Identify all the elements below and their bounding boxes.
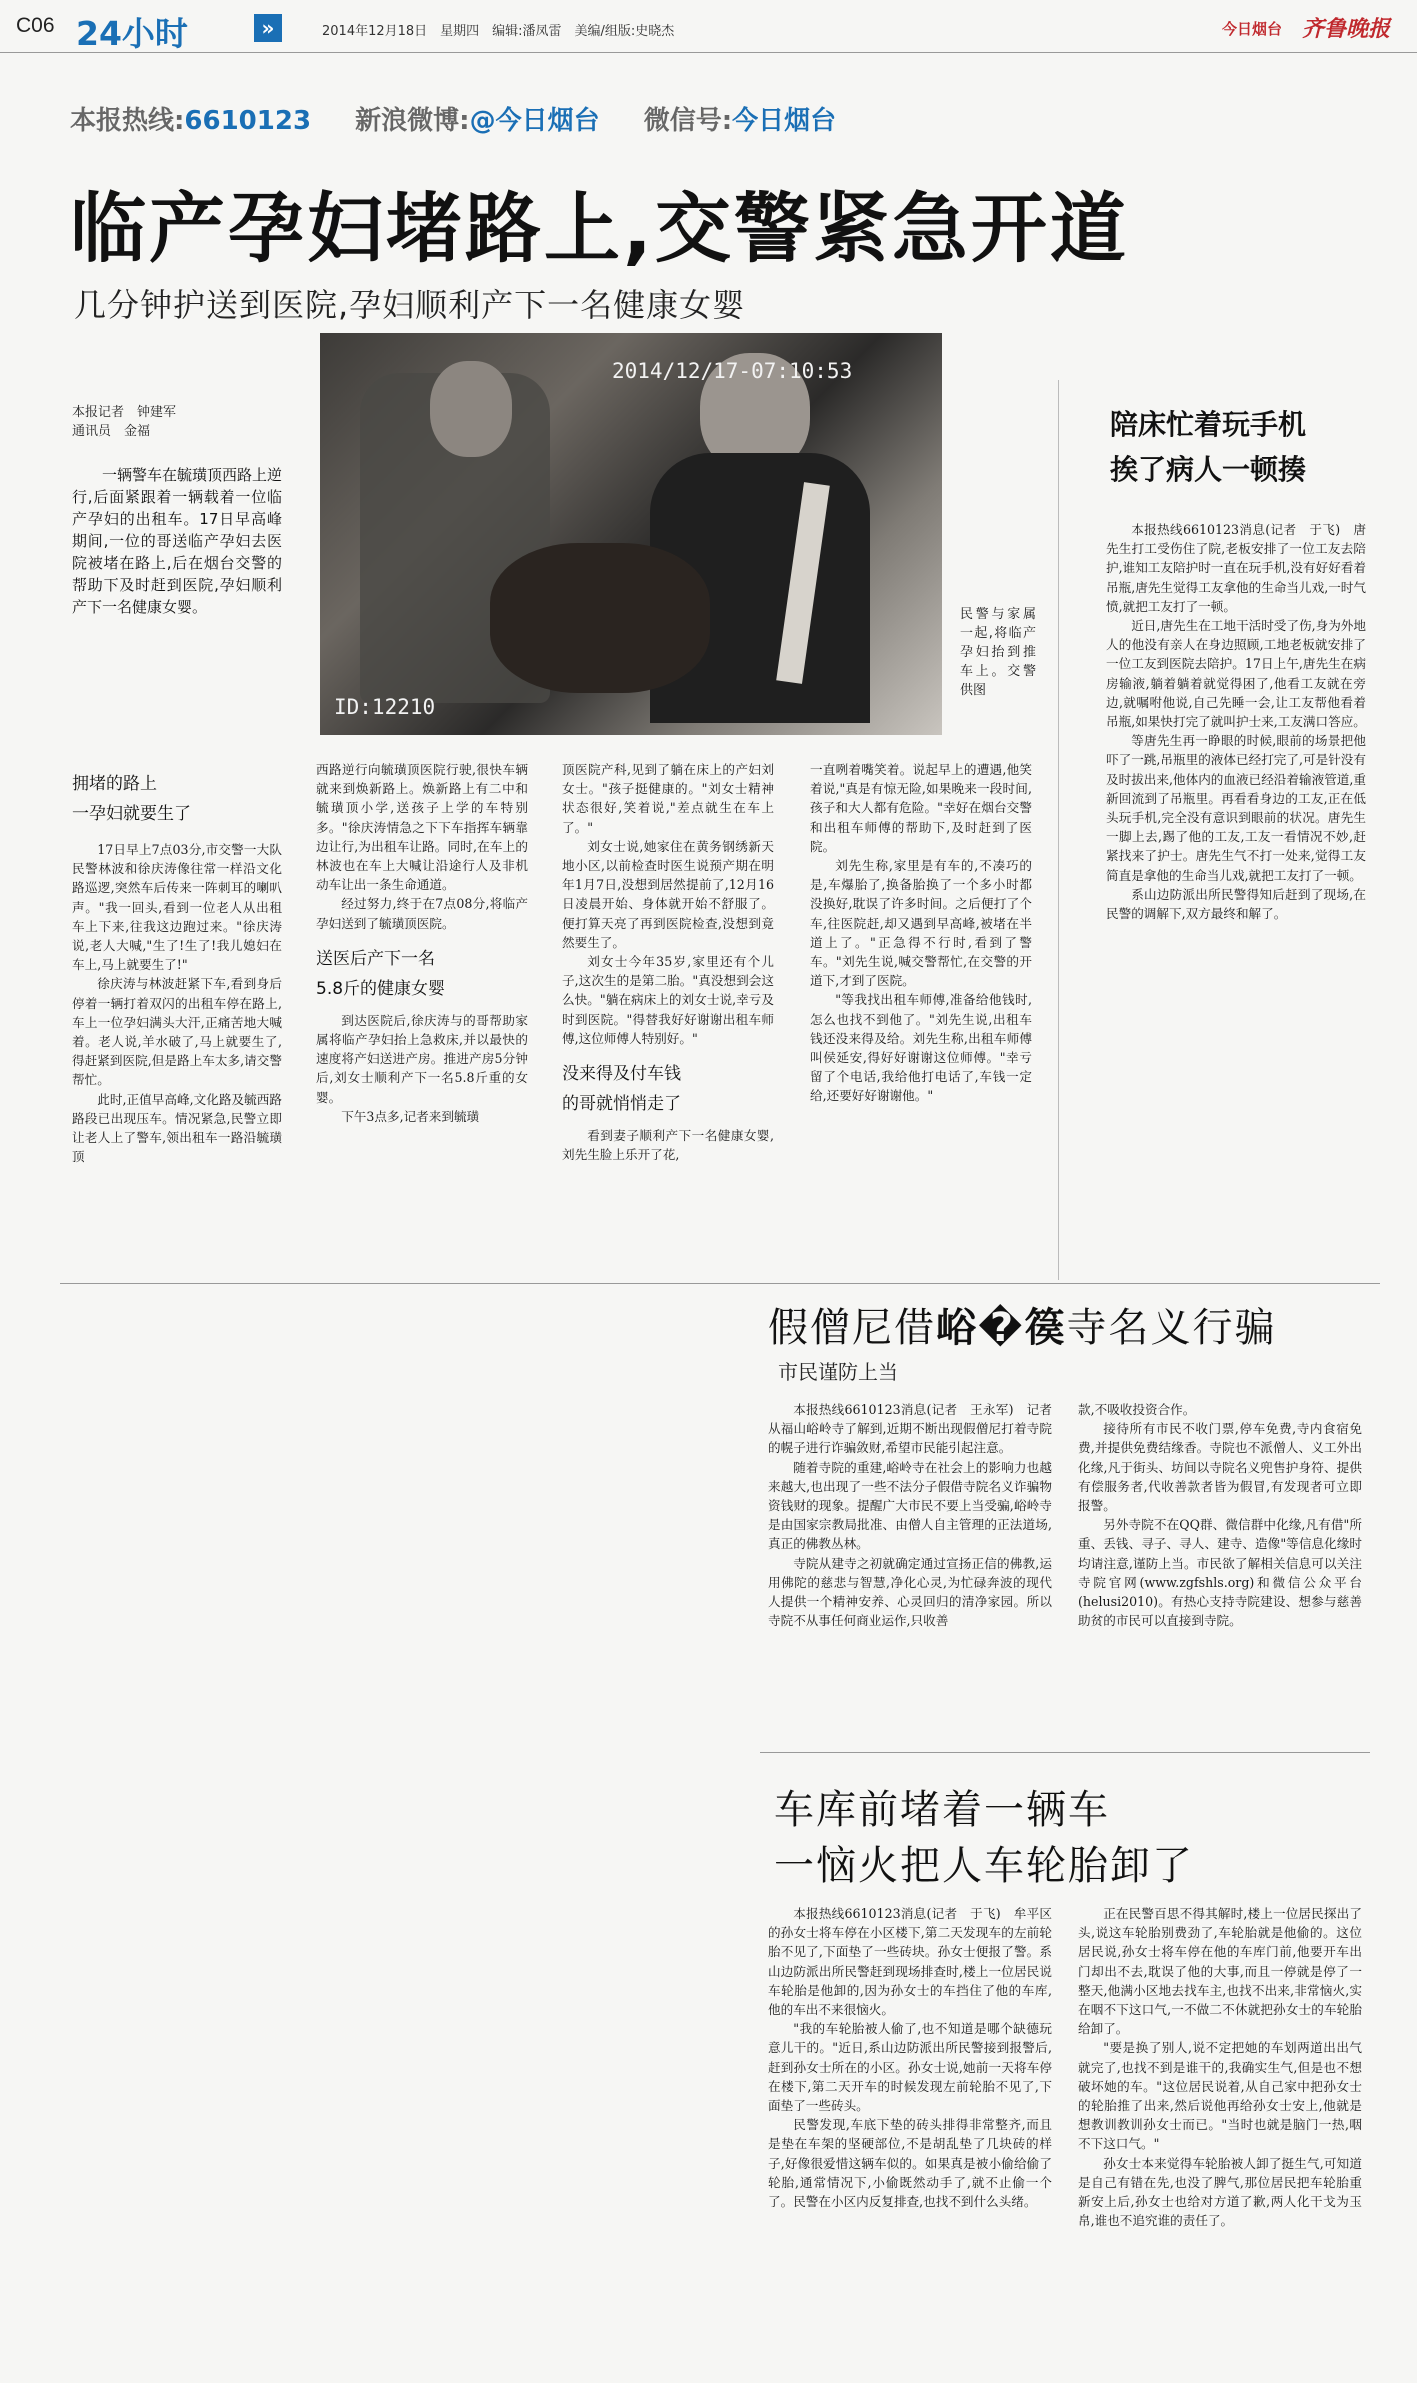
subhead-1b: 一孕妇就要生了	[72, 804, 191, 824]
photo-caption: 民警与家属一起,将临产孕妇抬到推车上。交警供图	[960, 607, 1036, 698]
story4-col1: 本报热线6610123消息(记者 于飞) 牟平区的孙女士将车停在小区楼下,第二天发现车的左前轮胎不见了,下面垫了一些砖块。孙女士便报了警。系山边防派出所民警赶到现场排查时,楼上一位居民说车轮胎是他卸的,因为孙女士的车挡住了他的车库,他的车出不来很恼火。 "我的车轮胎被人偷了,也不知道是哪个缺德玩意儿干的。"近日,系山边防派出所民警接到报警后,赶到孙女士所在的小区。孙女士说,她前一天将车停在楼下,第二天开车的时候发现左前轮胎不见了,下面垫了一些砖头。 民警发现,车底下垫的砖头排得非常整齐,而且是垫在车架的坚硬部位,不是胡乱垫了几块砖的样子,好像很爱惜这辆车似的。如果真是被小偷给偷了轮胎,通常情况下,小偷既然动手了,就不止偷一个了。民警在小区内反复排查,也找不到什么头绪。	[768, 1906, 1052, 2210]
column-divider	[1058, 380, 1059, 1280]
story1-subheadline: 几分钟护送到医院,孕妇顺利产下一名健康女婴	[74, 286, 746, 324]
hotline-label: 本报热线:	[70, 106, 185, 136]
story4-col2: 正在民警百思不得其解时,楼上一位居民探出了头,说这车轮胎别费劲了,车轮胎就是他偷的。这位居民说,孙女士将车停在他的车库门前,他要开车出门却出不去,耽误了他的大事,而且一停就是停了一整天,他满小区地去找车主,也找不出来,非常恼火,实在咽不下这口气,一不做二不休就把孙女士的车轮胎给卸了。 "要是换了别人,说不定把她的车划两道出出气就完了,也找不到是谁干的,我确实生气,但是也不想破坏她的车。"这位居民说着,从自己家中把孙女士的轮胎推了出来,然后说他再给孙女士安上,他就是想教训教训孙女士而已。"当时也就是脑门一热,咽不下这口气。" 孙女士本来觉得车轮胎被人卸了挺生气,可知道是自己有错在先,也没了脾气,那位居民把车轮胎重新安上后,孙女士也给对方道了歉,两人化干戈为玉帛,谁也不追究谁的责任了。	[1078, 1906, 1362, 2229]
section-rule-2	[760, 1752, 1370, 1753]
story3-headline	[768, 1296, 1277, 1353]
story3-col1: 本报热线6610123消息(记者 王永军) 记者从福山峪岭寺了解到,近期不断出现假僧尼打着寺院的幌子进行诈骗敛财,希望市民能引起注意。 随着寺院的重建,峪岭寺在社会上的影响力也越来越大,也出现了一些不法分子假借寺院名义诈骗物资钱财的现象。提醒广大市民不要上当受骗,峪岭寺是由国家宗教局批准、由僧人自主管理的正法道场,真正的佛教丛林。 寺院从建寺之初就确定通过宣扬正信的佛教,运用佛陀的慈悲与智慧,净化心灵,为忙碌奔波的现代人提供一个精神安养、心灵回归的清净家园。所以寺院不从事任何商业运作,只收善	[768, 1402, 1052, 1629]
story1-col1: 拥堵的路上 一孕妇就要生了 17日早上7点03分,市交警一大队民警林波和徐庆涛像往常一样沿文化路巡逻,突然车后传来一阵刺耳的喇叭声。"我一回头,看到一位老人从出租车上下来,往我这边跑过来。"徐庆涛说,老人大喊,"生了!生了!我儿媳妇在车上,马上就要生了!" 徐庆涛与林波赶紧下车,看到身后停着一辆打着双闪的出租车停在路上,车上一位孕妇满头大汗,正痛苦地大喊着。老人说,羊水破了,马上就要生了,得赶紧到医院,但是路上车太多,请交警帮忙。 此时,正值早高峰,文化路及毓西路路段已出现压车。情况紧急,民警立即让老人上了警车,领出租车一路沿毓璜顶	[72, 764, 282, 1279]
issue-meta: 2014年12月18日 星期四 编辑:潘凤雷 美编/组版:史晓杰	[322, 24, 675, 39]
photo-timestamp: 2014/12/17-07:10:53	[612, 359, 853, 383]
wechat-label: 微信号:	[643, 106, 733, 136]
story1-col4: 一直咧着嘴笑着。说起早上的遭遇,他笑着说,"真是有惊无险,如果晚来一段时间,孩子和大人都有危险。"幸好在烟台交警和出租车师傅的帮助下,及时赶到了医院。 刘先生称,家里是有车的,不凑巧的是,车爆胎了,换备胎换了一个多小时都没换好,耽误了许多时间。之后便打了个车,往医院赶,却又遇到早高峰,被堵在半道上了。"正急得不行时,看到了警车。"刘先生说,喊交警帮忙,在交警的开道下,才到了医院。 "等我找出租车师傅,准备给他钱时,怎么也找不到他了。"刘先生说,出租车钱还没来得及给。刘先生称,出租车师傅叫侯延安,得好好谢谢这位师傅。"幸亏留了个电话,我给他打电话了,车钱一定给,还要好好谢谢他。"	[810, 762, 1032, 1104]
page-code: C06	[16, 14, 55, 37]
contact-bar	[70, 100, 970, 140]
story3-headline-a: 假僧尼借	[768, 1305, 936, 1351]
byline-reporter: 本报记者 钟建军	[72, 405, 177, 420]
story2-body: 本报热线6610123消息(记者 于飞) 唐先生打工受伤住了院,老板安排了一位工友去陪护,谁知工友陪护时一直在玩手机,没有好好看着吊瓶,唐先生觉得工友拿他的生命当儿戏,一时气愤,就把工友打了一顿。 近日,唐先生在工地干活时受了伤,身为外地人的他没有亲人在身边照顾,工地老板就安排了一位工友到医院去陪护。17日上午,唐先生在病房输液,躺着躺着就觉得困了,他看工友就在旁边,就嘱咐他说,自己先睡一会,让工友帮他看着吊瓶,如果快打完了就叫护士来,工友满口答应。 等唐先生再一睁眼的时候,眼前的场景把他吓了一跳,吊瓶里的液体已经打完了,可是针没有及时拔出来,他体内的血液已经沿着输液管道,重新回流到了吊瓶里。再看看身边的工友,正在低头玩手机,完全没有意识到眼前的状况。唐先生一脚上去,踢了他的工友,工友一看情况不妙,赶紧找来了护士。唐先生气不打一处来,觉得工友简直是拿他的生命当儿戏,就把工友打了一顿。 系山边防派出所民警得知后赶到了现场,在民警的调解下,双方最终和解了。	[1106, 522, 1366, 922]
story2-headline-2: 挨了病人一顿揍	[1110, 453, 1307, 486]
story1-col3: 顶医院产科,见到了躺在床上的产妇刘女士。"孩子挺健康的。"刘女士精神状态很好,笑着说,"差点就生在车上了。" 刘女士说,她家住在黄务钢绣新天地小区,以前检查时医生说预产期在明年1月7日,没想到居然提前了,12月16日凌晨开始、身体就开始不舒服了。便打算天亮了再到医院检查,没想到竟然要生了。 刘女士今年35岁,家里还有个儿子,这次生的是第二胎。"真没想到会这么快。"躺在病床上的刘女士说,幸亏及时到医院。"得替我好好谢谢出租车师傅,这位师傅人特别好。" 没来得及付车钱 的哥就悄悄走了 看到妻子顺利产下一名健康女婴,刘先生脸上乐开了花,	[562, 762, 774, 1163]
byline-correspondent: 通讯员 金福	[72, 424, 151, 439]
story4-headline-2: 一恼火把人车轮胎卸了	[774, 1843, 1194, 1889]
section-rule	[60, 1283, 1380, 1284]
page-header	[0, 0, 1417, 53]
story3-headline-b: 峪�篌	[936, 1305, 1067, 1351]
subhead-3a: 没来得及付车钱	[562, 1064, 681, 1085]
subhead-3b: 的哥就悄悄走了	[562, 1094, 681, 1115]
brand-logo: 齐鲁晚报	[1302, 16, 1391, 42]
story3-col2: 款,不吸收投资合作。 接待所有市民不收门票,停车免费,寺内食宿免费,并提供免费结缘香。寺院也不派僧人、义工外出化缘,凡于街头、坊间以寺院名义兜售护身符、提供有偿服务者,代收善款者皆为假冒,有发现者可立即报警。 另外寺院不在QQ群、微信群中化缘,凡有借"所重、丢钱、寻子、寻人、建寺、造像"等信息化缘时均请注意,谨防上当。市民欲了解相关信息可以关注寺院官网(www.zgfshls.org)和微信公众平台(helusi2010)。有热心支持寺院建设、想参与慈善助贫的市民可以直接到寺院。	[1078, 1402, 1362, 1629]
subhead-2b: 5.8斤的健康女婴	[316, 978, 446, 999]
hotline-value: 6610123	[184, 106, 312, 136]
story3-headline-c: 寺名义行骗	[1066, 1305, 1277, 1351]
story1-col2: 西路逆行向毓璜顶医院行驶,很快车辆就来到焕新路上。焕新路上有二中和毓璜顶小学,送孩子上学的车特别多。"徐庆涛情急之下下车指挥车辆靠边让行,为出租车让路。同时,在车上的林波也在车上大喊让沿途行人及非机动车让出一条生命通道。 经过努力,终于在7点08分,将临产孕妇送到了毓璜顶医院。 送医后产下一名 5.8斤的健康女婴 到达医院后,徐庆涛与的哥帮助家属将临产孕妇抬上急救床,并以最快的速度将产妇送进产房。推进产房5分钟后,刘女士顺利产下一名5.8斤重的女婴。 下午3点多,记者来到毓璜	[316, 762, 528, 1124]
section-title: 24小时	[76, 14, 188, 53]
story1-photo	[320, 333, 942, 735]
story1-headline: 临产孕妇堵路上,交警紧急开道	[70, 184, 1129, 273]
weibo-label: 新浪微博:	[355, 106, 470, 136]
weibo-value: @今日烟台	[469, 106, 600, 136]
subhead-2a: 送医后产下一名	[316, 948, 435, 969]
section-arrow-icon: »	[254, 14, 282, 42]
story2-headline-1: 陪床忙着玩手机	[1110, 408, 1307, 441]
story4-headline-1: 车库前堵着一辆车	[774, 1787, 1110, 1833]
subhead-1a: 拥堵的路上	[72, 774, 157, 794]
wechat-value: 今日烟台	[732, 106, 837, 136]
brand-small: 今日烟台	[1222, 20, 1283, 38]
story1-lead: 一辆警车在毓璜顶西路上逆行,后面紧跟着一辆载着一位临产孕妇的出租车。17日早高峰期间,一位的哥送临产孕妇去医院被堵在路上,后在烟台交警的帮助下及时赶到医院,孕妇顺利产下一名健康女婴。	[72, 466, 282, 616]
story3-subheadline: 市民谨防上当	[778, 1360, 898, 1384]
photo-id: ID:12210	[334, 695, 436, 719]
